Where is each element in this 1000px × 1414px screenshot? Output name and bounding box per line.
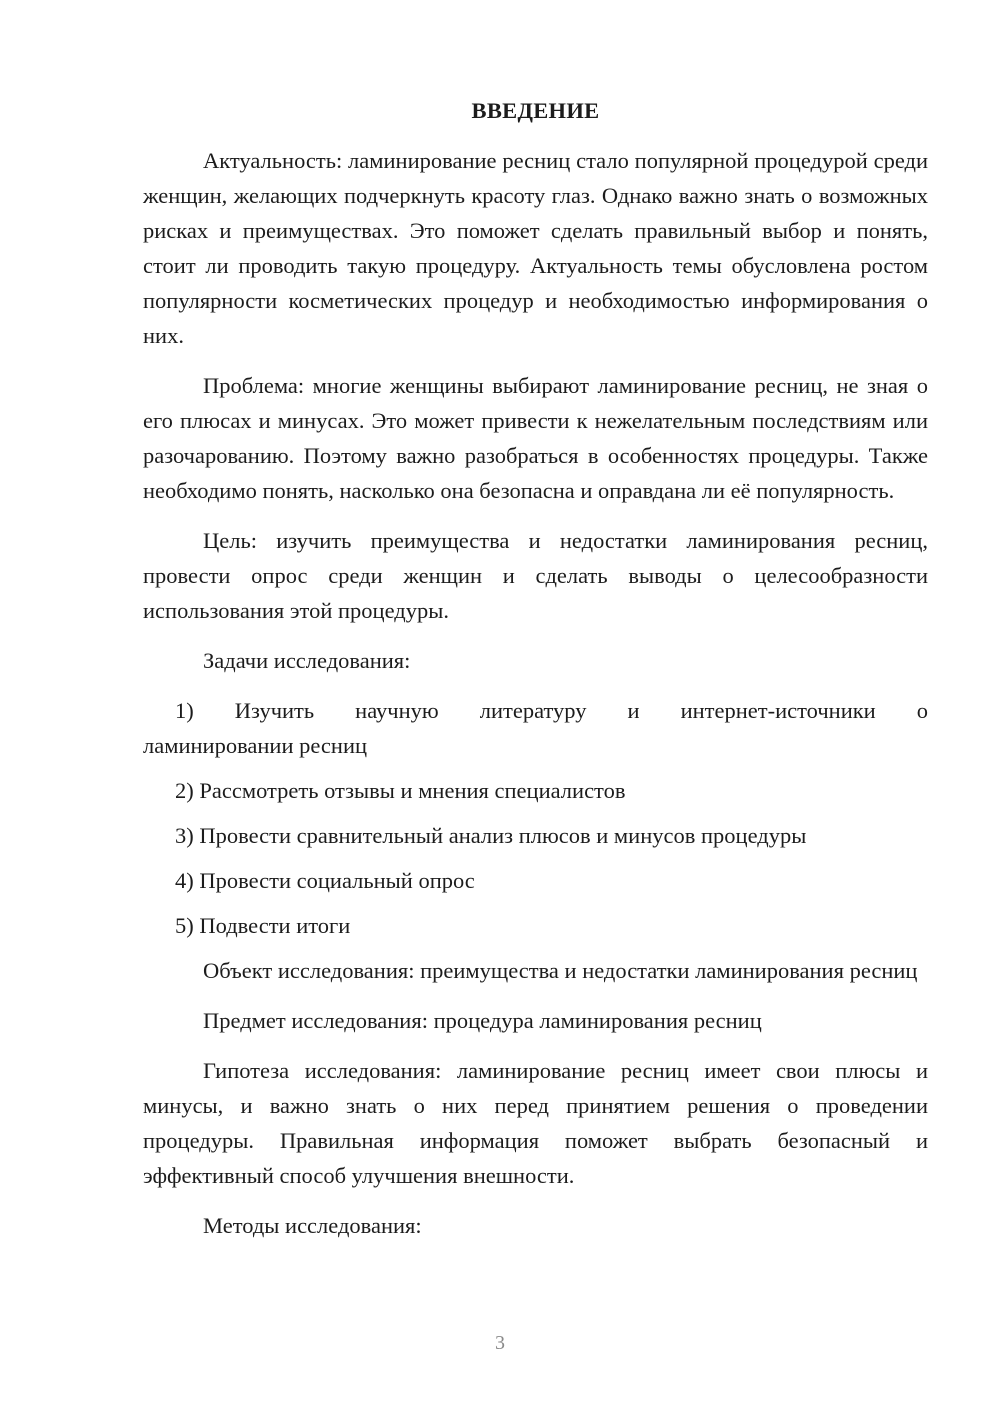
tasks-list [143,693,928,943]
list-item-task-5: 5) Подвести итоги [175,913,351,938]
list-item-task-2: 2) Рассмотреть отзывы и мнения специалистов [175,778,626,803]
paragraph-problem: Проблема: многие женщины выбирают ламинирование ресниц, не зная о его плюсах и минусах. Это может привести к нежелательным последствиям или разочарованию. Поэтому важно разобраться в особенностях процедуры. Также необходимо понять, насколько она безопасна и оправдана ли её популярность. [143,373,928,503]
methods-heading: Методы исследования: [203,1213,422,1238]
paragraph-relevance: Актуальность: ламинирование ресниц стало популярной процедурой среди женщин, желающих подчеркнуть красоту глаз. Однако важно знать о возможных рисках и преимуществах. Это поможет сделать правильный выбор и понять, стоит ли проводить такую процедуру. Актуальность темы обусловлена ростом популярности косметических процедур и необходимостью информирования о них. [143,148,928,348]
list-item-task-1: 1) Изучить научную литературу и интернет-источники о [175,698,928,723]
page-title: ВВЕДЕНИЕ [471,98,600,123]
paragraph-subject: Предмет исследования: процедура ламинирования ресниц [203,1008,762,1033]
paragraph-hypothesis: Гипотеза исследования: ламинирование ресниц имеет свои плюсы и минусы, и важно знать о них перед принятием решения о проведении процедуры. Правильная информация поможет выбрать безопасный и эффективный способ улучшения внешности. [143,1058,928,1188]
document-page [143,90,928,1258]
paragraph-object: Объект исследования: преимущества и недостатки ламинирования ресниц [203,958,918,983]
list-item-task-4: 4) Провести социальный опрос [175,868,475,893]
tasks-heading: Задачи исследования: [203,648,411,673]
paragraph-goal: Цель: изучить преимущества и недостатки ламинирования ресниц, провести опрос среди женщин и сделать выводы о целесообразности использования этой процедуры. [143,528,928,623]
list-item-task-1-continuation: ламинировании ресниц [143,733,368,758]
list-item-task-3: 3) Провести сравнительный анализ плюсов и минусов процедуры [175,823,807,848]
page-number: 3 [495,1332,505,1354]
